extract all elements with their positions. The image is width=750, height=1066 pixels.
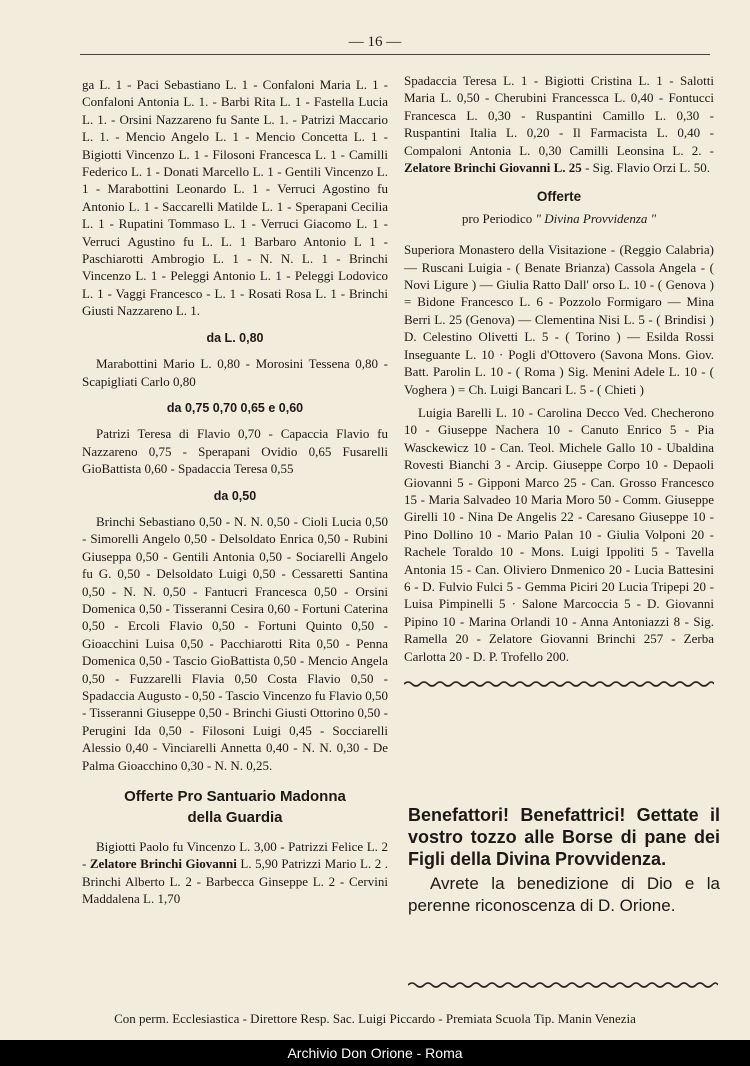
continued-text-c: - Sig. Flavio Orzi L. 50. bbox=[581, 160, 710, 176]
donor-list-continued bbox=[404, 72, 714, 176]
benefactor-appeal bbox=[408, 804, 720, 917]
right-column bbox=[404, 72, 714, 703]
donor-list-santuario bbox=[82, 838, 388, 908]
appeal-headline: Benefattori! Benefattrici! Gettate il vostro tozzo alle Borse di pane dei Figli della Divina Provvidenza. bbox=[408, 805, 720, 869]
section-title-line-1: Offerte Pro Santuario Madonna bbox=[124, 788, 346, 806]
page-number: — 16 — bbox=[348, 34, 402, 50]
zelatore-name: Zelatore Brinchi Giovanni bbox=[89, 856, 237, 872]
santuario-text-c: L. 5,90 Patrizzi Mario L. 2 . Brinchi Alberto L. 2 - Barbecca Ginseppe L. 2 - Cervini Maddalena L. 1,70 bbox=[82, 856, 388, 907]
heading-050: da 0,50 bbox=[213, 488, 257, 503]
continued-text-a: Spadaccia Teresa L. 1 - Bigiotti Cristina L. 1 - Salotti Maria L. 0,50 - Cherubini Francessca L. 0,40 - Fontucci Francesca L. 0,30 - Ruspantini Camillo L. 0,30 - Ruspantini Italia L. 0,20 - Il Farmacista L. 0,40 - Compaloni Antonia L. 0,30 Camilli Leonsina L. 2. - bbox=[404, 73, 714, 158]
left-column bbox=[82, 76, 388, 908]
wavy-divider-bottom bbox=[408, 980, 718, 990]
imprint-footer: Con perm. Ecclesiastica - Direttore Resp. Sac. Luigi Piccardo - Premiata Scuola Tip. Manin Venezia bbox=[114, 1011, 636, 1026]
wavy-divider-top bbox=[404, 679, 714, 689]
donor-list-1-lira: ga L. 1 - Paci Sebastiano L. 1 - Confaloni Maria L. 1 - Confaloni Antonia L. 1. - Barbi Rita L. 1 - Fastella Lucia L. 1. - Orsini Nazzareno fu Sante L. 1. - Patrizi Maccario L. 1. - Mencio Angelo L. 1 - Mencio Concetta L. 1 - Bigiotti Vincenzo L. 1 - Filosoni Francesca L. 1 - Camilli Federico L. 1 - Donati Marcello L. 1 - Gentili Vincenzo L. 1 - Marabottini Leonardo L. 1 - Verruci Agostino fu Antonio L. 1 - Saccarelli Matilde L. 1 - Sperapani Cecilia L. 1 - Rupatini Tommaso L. 1 - Verruci Giacomo L. 1 - Verruci Agustino fu L. L. 1 Barbaro Antonio L 1 - Paschiarotti Ambrogio L. 1 - N. N. L. 1 - Brinchi Vincenzo L. 1 - Peleggi Antonio L. 1 - Peleggi Lodovico L. 1 - Vaggi Francesco - L. 1 - Rosati Rosa L. 1 - Brinchi Giusti Nazzareno L. 1. bbox=[82, 77, 388, 319]
top-rule bbox=[80, 54, 710, 55]
donor-list-075: Patrizi Teresa di Flavio 0,70 - Capaccia Flavio fu Nazzareno 0,75 - Sperapani Ovidio 0,65 Fusarelli GioBattista 0,60 - Spadaccia Teresa 0,55 bbox=[82, 426, 388, 477]
section-title-line-2: della Guardia bbox=[187, 809, 283, 827]
heading-075: da 0,75 0,70 0,65 e 0,60 bbox=[166, 400, 304, 415]
heading-080: da L. 0,80 bbox=[206, 330, 264, 345]
donor-list-080: Marabottini Mario L. 0,80 - Morosini Tessena 0,80 - Scapigliati Carlo 0,80 bbox=[82, 356, 388, 389]
donor-list-050: Brinchi Sebastiano 0,50 - N. N. 0,50 - Cioli Lucia 0,50 - Simorelli Angelo 0,50 - Delsoldato Enrica 0,50 - Rubini Giuseppa 0,50 - Gentili Antonia 0,50 - Sociarelli Angelo fu G. 0,50 - Delsoldato Luigi 0,50 - Cessaretti Santina 0,50 - N. N. 0,50 - Fantucri Francesca 0,50 - Orsini Domenica 0,50 - Tisseranni Cesira 0,60 - Fortuni Caterina 0,50 - Ercoli Flavio 0,50 - Fortuni Quinto 0,50 - Gioacchini Luisa 0,50 - Pacchiarotti Rita 0,50 - Penna Domenica 0,50 - Tascio GioBattista 0,50 - Mencio Angela 0,50 - Fuzzarelli Flavia 0,50 Costa Flavio 0,50 - Spadaccia Augusto - 0,50 - Tascio Vincenzo fu Flavio 0,50 - Tisseranni Giuseppe 0,50 - Brinchi Giusti Ottorino 0,50 - Perugini Ida 0,50 - Filosoni Luigi 0,45 - Socciarelli Alessio 0,40 - Vinciarelli Annetta 0,40 - N. N. 0,30 - De Palma Gioacchino 0,30 - N. N. 0,25. bbox=[82, 513, 388, 773]
donor-list-barelli: Luigia Barelli L. 10 - Carolina Decco Ved. Checherono 10 - Giuseppe Nachera 10 - Canuto Enrico 5 - Pia Wasckewicz 10 - Can. Teol. Michele Gallo 10 - Ubaldina Rovesti Bianchi 3 - Arcip. Giuseppe Corpo 10 - Depaoli Giovanni 5 - Gipponi Marco 25 - Can. Grosso Francesco 15 - Maria Salvadeo 10 Maria Moro 50 - Comm. Giuseppe Girelli 10 - Nina De Angelis 22 - Caresano Giuseppe 10 - Pino Dollino 10 - Mario Palan 10 - Giulia Volponi 20 - Rachele Toraldo 10 - Mons. Luigi Ippoliti 5 - Tavella Antonia 15 - Can. Oliviero Dnmenico 20 - Lucia Battesini 6 - D. Fulvio Fulci 5 - Gemma Piciri 20 Lucia Tripepi 20 - Luisa Pimpinelli 5 · Salone Marcoccia 5 - D. Giovanni Pipino 10 - Marina Orlandi 10 - Anna Antoniazzi 8 - Sig. Ramella 20 - Zelatore Giovanni Brinchi 257 - Zerba Carlotta 20 - D. P. Trofello 200. bbox=[404, 404, 714, 664]
zelatore-donation: Zelatore Brinchi Giovanni L. 25 bbox=[404, 160, 582, 176]
santuario-text-a: Bigiotti Paolo fu Vincenzo L. 3,00 - Patrizzi Felice L. 2 - bbox=[82, 839, 388, 872]
appeal-blessing: Avrete la benedizione di Dio e la perenne riconoscenza di D. Orione. bbox=[408, 874, 720, 915]
offerte-sub-prefix: pro Periodico bbox=[461, 210, 533, 226]
donor-list-periodico: Superiora Monastero della Visitazione - (Reggio Calabria) — Ruscani Luigia - ( Benate Brianza) Cassola Angela - ( Novi Ligure ) — Giulia Ratto Dall' orso L. 10 - ( Genova ) = Bidone Francesco L. 6 - Pozzolo Formigaro — Mina Berri L. 25 (Genova) — Clementina Nisi L. 5 - ( Brindisi ) D. Celestino Olivetti L. 5 - ( Torino ) — Esilda Rossi Inseguante L. 10 · Pogli d'Ottovero (Savona Mons. Giov. Batt. Parolin L. 10 - ( Roma ) Sig. Menini Adele L. 10 - ( Voghera ) = Ch. Luigi Bancari L. 5 - ( Chieti ) bbox=[404, 242, 714, 397]
periodical-title: " Divina Provvidenza " bbox=[535, 210, 657, 226]
offerte-subtitle bbox=[404, 210, 714, 227]
archive-banner: Archivio Don Orione - Roma bbox=[0, 1040, 750, 1066]
section-title-santuario bbox=[82, 786, 388, 828]
offerte-title: Offerte bbox=[536, 189, 582, 205]
